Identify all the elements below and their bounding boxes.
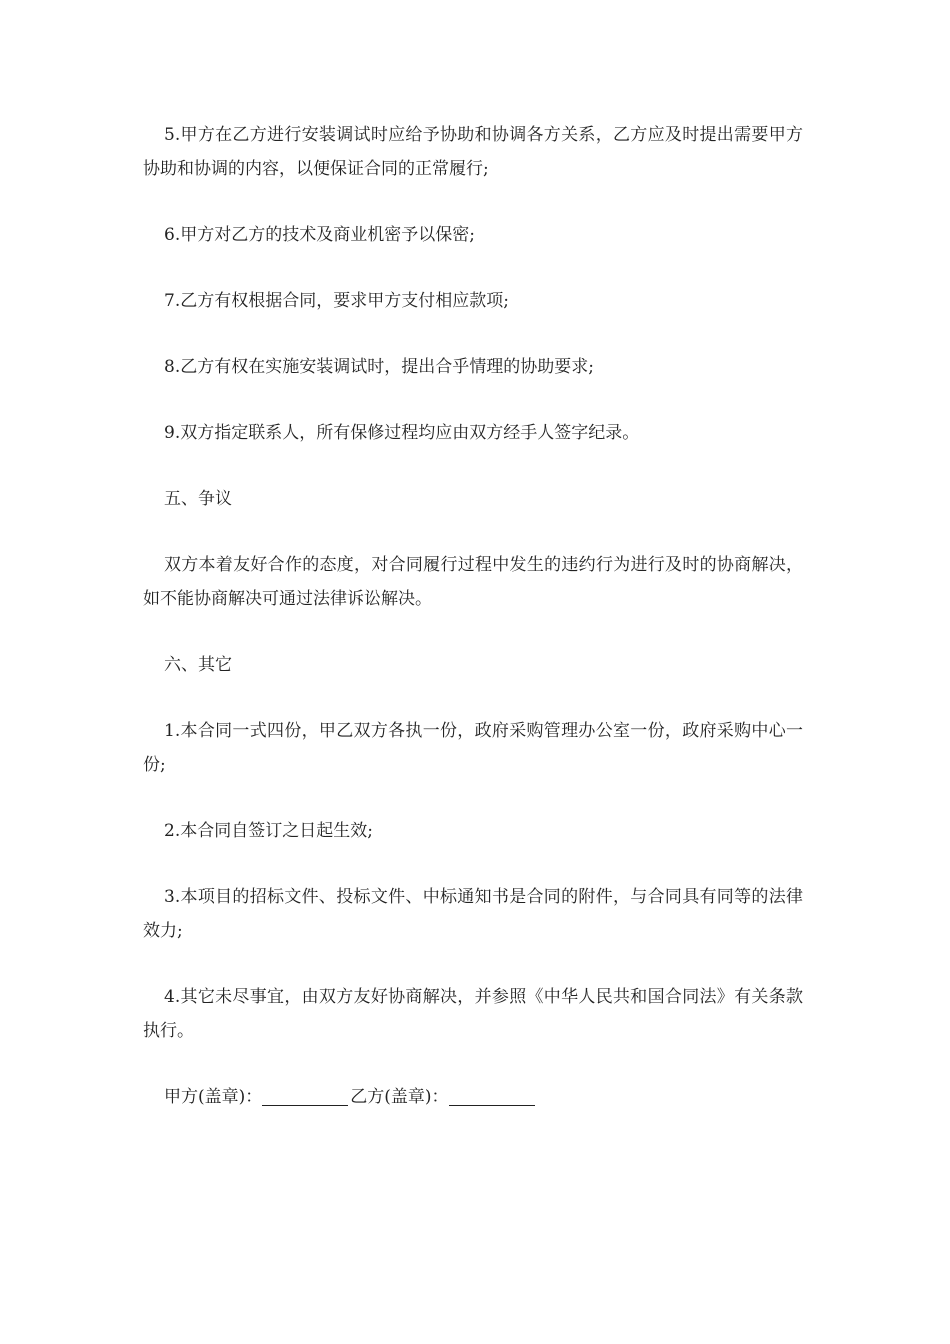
clause-4-6: 6.甲方对乙方的技术及商业机密予以保密; [164, 225, 475, 245]
party-b-label: 乙方(盖章)： [350, 1087, 449, 1107]
clause-6-4: 4.其它未尽事宜，由双方友好协商解决，并参照《中华人民共和国合同法》有关条款执行。 [143, 987, 803, 1041]
party-b-blank [449, 1087, 535, 1106]
dispute-body: 双方本着友好合作的态度，对合同履行过程中发生的违约行为进行及时的协商解决，如不能协商解决可通过法律诉讼解决。 [143, 555, 803, 609]
clause-6-2: 2.本合同自签订之日起生效; [164, 821, 373, 841]
party-a-blank [262, 1087, 348, 1106]
section-heading-dispute: 五、争议 [164, 489, 232, 509]
party-a-label: 甲方(盖章)： [164, 1087, 263, 1107]
signature-line [143, 1080, 803, 1114]
clause-4-5: 5.甲方在乙方进行安装调试时应给予协助和协调各方关系，乙方应及时提出需要甲方协助和协调的内容，以便保证合同的正常履行; [143, 125, 803, 179]
clause-4-7: 7.乙方有权根据合同，要求甲方支付相应款项; [164, 291, 509, 311]
clause-6-1: 1.本合同一式四份，甲乙双方各执一份，政府采购管理办公室一份，政府采购中心一份; [143, 721, 803, 775]
document-body [143, 118, 803, 1114]
clause-4-9: 9.双方指定联系人，所有保修过程均应由双方经手人签字纪录。 [164, 423, 640, 443]
clause-4-8: 8.乙方有权在实施安装调试时，提出合乎情理的协助要求; [164, 357, 594, 377]
clause-6-3: 3.本项目的招标文件、投标文件、中标通知书是合同的附件，与合同具有同等的法律效力; [143, 887, 803, 941]
section-heading-other: 六、其它 [164, 655, 232, 675]
